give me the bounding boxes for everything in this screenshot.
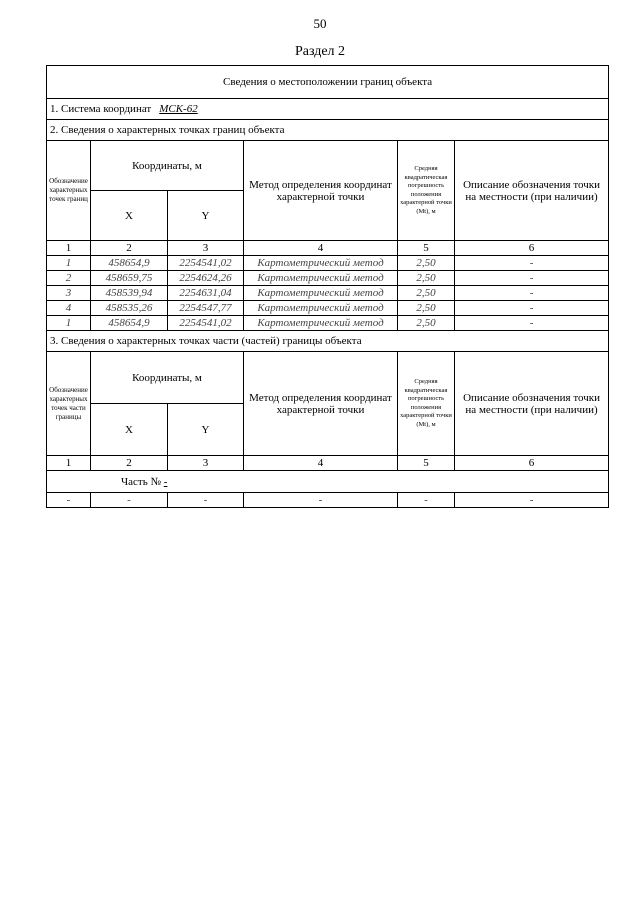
point-method: Картометрический метод bbox=[244, 301, 398, 316]
column-number: 4 bbox=[244, 456, 398, 471]
point-mt: 2,50 bbox=[398, 286, 455, 301]
point-method: Картометрический метод bbox=[244, 286, 398, 301]
header-method: Метод определения координат характерной точки bbox=[244, 352, 398, 456]
point-number: 1 bbox=[47, 316, 91, 331]
header-coords: Координаты, м bbox=[91, 141, 244, 191]
point-y: 2254541,02 bbox=[168, 256, 244, 271]
point-method: Картометрический метод bbox=[244, 316, 398, 331]
column-number: 4 bbox=[244, 241, 398, 256]
table-row bbox=[47, 493, 609, 508]
column-number: 5 bbox=[398, 456, 455, 471]
point-x: 458654,9 bbox=[91, 256, 168, 271]
section-title: Раздел 2 bbox=[294, 44, 346, 59]
column-numbers-row bbox=[47, 241, 609, 256]
coord-system-row bbox=[47, 99, 609, 120]
coord-system-value: МСК-62 bbox=[159, 103, 198, 115]
column-number: 5 bbox=[398, 241, 455, 256]
header-coords: Координаты, м bbox=[91, 352, 244, 404]
point-mt: 2,50 bbox=[398, 271, 455, 286]
point-y: 2254624,26 bbox=[168, 271, 244, 286]
point-description: - bbox=[455, 271, 609, 286]
point-number: 1 bbox=[47, 256, 91, 271]
point-x: 458654,9 bbox=[91, 316, 168, 331]
point-method: Картометрический метод bbox=[244, 271, 398, 286]
table-cell: - bbox=[244, 493, 398, 508]
point-x: 458535,26 bbox=[91, 301, 168, 316]
header-x: X bbox=[91, 404, 168, 456]
header-description: Описание обозначения точки на местности (при наличии) bbox=[455, 141, 609, 241]
column-number: 6 bbox=[455, 456, 609, 471]
table-row bbox=[47, 271, 609, 286]
column-number: 1 bbox=[47, 241, 91, 256]
point-x: 458659,75 bbox=[91, 271, 168, 286]
header-error: Средняя квадратическая погрешность положения характерной точки (Mt), м bbox=[398, 141, 455, 241]
table-cell: - bbox=[91, 493, 168, 508]
point-y: 2254547,77 bbox=[168, 301, 244, 316]
point-method: Картометрический метод bbox=[244, 256, 398, 271]
column-numbers-row bbox=[47, 456, 609, 471]
point-y: 2254631,04 bbox=[168, 286, 244, 301]
boundary-table bbox=[46, 65, 609, 508]
table-cell: - bbox=[168, 493, 244, 508]
point-y: 2254541,02 bbox=[168, 316, 244, 331]
table-row bbox=[47, 256, 609, 271]
table-row bbox=[47, 316, 609, 331]
point-description: - bbox=[455, 256, 609, 271]
table-cell: - bbox=[398, 493, 455, 508]
point-number: 4 bbox=[47, 301, 91, 316]
point-number: 3 bbox=[47, 286, 91, 301]
column-number: 2 bbox=[91, 456, 168, 471]
point-description: - bbox=[455, 301, 609, 316]
point-description: - bbox=[455, 286, 609, 301]
header-designation: Обозначение характерных точек границ bbox=[47, 141, 91, 241]
point-mt: 2,50 bbox=[398, 316, 455, 331]
header-designation: Обозначение характерных точек части границы bbox=[47, 352, 91, 456]
column-number: 3 bbox=[168, 241, 244, 256]
column-number: 6 bbox=[455, 241, 609, 256]
point-mt: 2,50 bbox=[398, 256, 455, 271]
header-error: Средняя квадратическая погрешность положения характерной точки (Mt), м bbox=[398, 352, 455, 456]
header-x: X bbox=[91, 191, 168, 241]
header-y: Y bbox=[168, 191, 244, 241]
table-title: Сведения о местоположении границ объекта bbox=[47, 66, 609, 99]
page-number: 50 bbox=[313, 16, 327, 31]
column-number: 2 bbox=[91, 241, 168, 256]
table-row bbox=[47, 301, 609, 316]
table-cell: - bbox=[455, 493, 609, 508]
points-section-title: 2. Сведения о характерных точках границ объекта bbox=[47, 120, 609, 141]
part-section-title: 3. Сведения о характерных точках части (частей) границы объекта bbox=[47, 331, 609, 352]
column-number: 3 bbox=[168, 456, 244, 471]
table-cell: - bbox=[47, 493, 91, 508]
part-number-label: Часть № bbox=[121, 475, 161, 488]
column-number: 1 bbox=[47, 456, 91, 471]
point-description: - bbox=[455, 316, 609, 331]
header-description: Описание обозначения точки на местности (при наличии) bbox=[455, 352, 609, 456]
point-mt: 2,50 bbox=[398, 301, 455, 316]
table-row bbox=[47, 286, 609, 301]
part-number-value: - bbox=[163, 475, 168, 488]
part-number-row bbox=[47, 471, 609, 493]
coord-system-label: 1. Система координат bbox=[50, 103, 152, 115]
header-y: Y bbox=[168, 404, 244, 456]
point-x: 458539,94 bbox=[91, 286, 168, 301]
header-method: Метод определения координат характерной точки bbox=[244, 141, 398, 241]
point-number: 2 bbox=[47, 271, 91, 286]
